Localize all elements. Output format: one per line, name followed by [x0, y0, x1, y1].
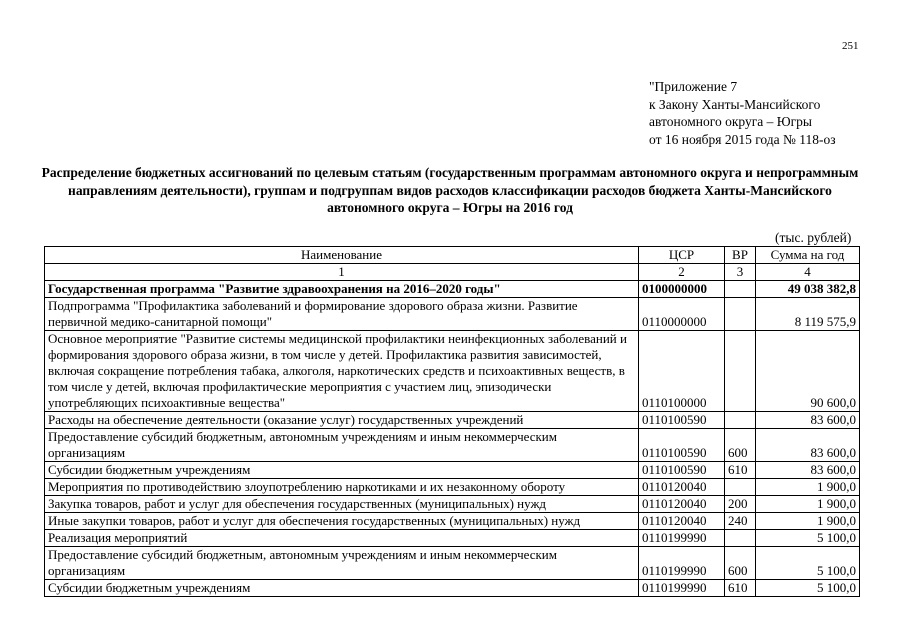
header-vr: ВР	[725, 247, 756, 264]
document-title: Распределение бюджетных ассигнований по целевым статьям (государственным программам автономного округа и непрограммным направлениям деятельности), группам и подгруппам видов расходов классификации расходов бюджета Ханты-Мансийского автономного округа – Югры на 2016 год	[41, 165, 859, 215]
header-sum: Сумма на год	[756, 247, 860, 264]
row-vr: 610	[725, 580, 756, 597]
page-number: 251	[842, 40, 859, 52]
row-csr: 0110000000	[639, 298, 725, 331]
table-row	[45, 298, 860, 331]
row-name: Иные закупки товаров, работ и услуг для обеспечения государственных (муниципальных) нужд	[45, 513, 639, 530]
row-vr: 240	[725, 513, 756, 530]
row-name: Расходы на обеспечение деятельности (оказание услуг) государственных учреждений	[45, 412, 639, 429]
table-row	[45, 462, 860, 479]
row-vr	[725, 412, 756, 429]
table-row	[45, 547, 860, 580]
appendix-line: автономного округа – Югры	[649, 114, 812, 129]
column-number: 4	[756, 264, 860, 281]
row-name: Основное мероприятие "Развитие системы медицинской профилактики неинфекционных заболеваний и формирования здорового образа жизни, в том числе у детей. Профилактика развития зависимостей, включая сокращение потребления табака, алкоголя, наркотических средств и психоактивных веществ, в том числе у детей, включая профилактические мероприятия с участием лиц, эпизодически употребляющих психоактивные вещества"	[45, 331, 639, 412]
header-row	[45, 247, 860, 264]
units-label: (тыс. рублей)	[775, 230, 852, 245]
row-vr	[725, 281, 756, 298]
row-name: Государственная программа "Развитие здравоохранения на 2016–2020 годы"	[45, 281, 639, 298]
row-sum: 5 100,0	[756, 547, 860, 580]
row-name: Реализация мероприятий	[45, 530, 639, 547]
row-sum: 5 100,0	[756, 530, 860, 547]
table-row	[45, 479, 860, 496]
row-csr: 0110100590	[639, 412, 725, 429]
appendix-reference	[649, 78, 836, 148]
header-name: Наименование	[45, 247, 639, 264]
row-vr: 600	[725, 429, 756, 462]
row-csr: 0100000000	[639, 281, 725, 298]
row-csr: 0110120040	[639, 496, 725, 513]
row-csr: 0110120040	[639, 479, 725, 496]
table-row	[45, 429, 860, 462]
row-vr	[725, 298, 756, 331]
row-csr: 0110199990	[639, 530, 725, 547]
budget-table	[44, 246, 860, 597]
row-name: Субсидии бюджетным учреждениям	[45, 580, 639, 597]
row-vr: 600	[725, 547, 756, 580]
table-row	[45, 496, 860, 513]
row-name: Предоставление субсидий бюджетным, автономным учреждениям и иным некоммерческим организациям	[45, 547, 639, 580]
row-sum: 83 600,0	[756, 412, 860, 429]
row-sum: 5 100,0	[756, 580, 860, 597]
column-number: 3	[725, 264, 756, 281]
table-row	[45, 530, 860, 547]
row-csr: 0110100590	[639, 462, 725, 479]
row-sum: 1 900,0	[756, 496, 860, 513]
appendix-line: от 16 ноября 2015 года № 118-оз	[649, 131, 836, 147]
row-csr: 0110199990	[639, 547, 725, 580]
row-csr: 0110120040	[639, 513, 725, 530]
column-number: 1	[45, 264, 639, 281]
row-name: Подпрограмма "Профилактика заболеваний и формирование здорового образа жизни. Развитие первичной медико-санитарной помощи"	[45, 298, 639, 331]
row-csr: 0110100590	[639, 429, 725, 462]
row-sum: 1 900,0	[756, 479, 860, 496]
table-row	[45, 513, 860, 530]
row-sum: 8 119 575,9	[756, 298, 860, 331]
table-row	[45, 281, 860, 298]
column-number: 2	[639, 264, 725, 281]
row-vr	[725, 530, 756, 547]
row-csr: 0110199990	[639, 580, 725, 597]
header-csr: ЦСР	[639, 247, 725, 264]
row-vr: 200	[725, 496, 756, 513]
table-row	[45, 331, 860, 412]
appendix-line: "Приложение 7	[649, 79, 738, 94]
column-number-row	[45, 264, 860, 281]
row-name: Закупка товаров, работ и услуг для обеспечения государственных (муниципальных) нужд	[45, 496, 639, 513]
row-vr	[725, 331, 756, 412]
table-row	[45, 580, 860, 597]
row-sum: 90 600,0	[756, 331, 860, 412]
row-name: Мероприятия по противодействию злоупотреблению наркотиками и их незаконному обороту	[45, 479, 639, 496]
row-sum: 49 038 382,8	[756, 281, 860, 298]
row-csr: 0110100000	[639, 331, 725, 412]
row-sum: 83 600,0	[756, 462, 860, 479]
row-vr: 610	[725, 462, 756, 479]
row-name: Субсидии бюджетным учреждениям	[45, 462, 639, 479]
row-name: Предоставление субсидий бюджетным, автономным учреждениям и иным некоммерческим организациям	[45, 429, 639, 462]
row-sum: 1 900,0	[756, 513, 860, 530]
appendix-line: к Закону Ханты-Мансийского	[649, 96, 821, 112]
row-sum: 83 600,0	[756, 429, 860, 462]
row-vr	[725, 479, 756, 496]
table-row	[45, 412, 860, 429]
